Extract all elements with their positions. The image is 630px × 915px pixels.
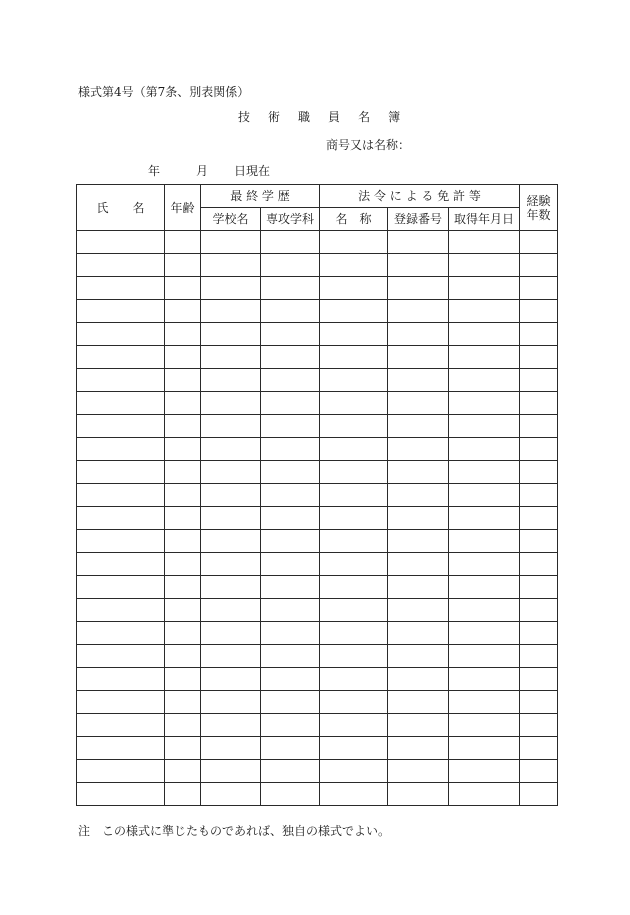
table-row (77, 783, 558, 806)
table-row (77, 645, 558, 668)
document-title (238, 108, 418, 125)
table-cell[interactable] (165, 737, 201, 760)
table-cell[interactable] (77, 622, 165, 645)
header-major: 専攻学科 (261, 208, 320, 231)
table-cell[interactable] (449, 231, 520, 254)
table-cell[interactable] (388, 231, 449, 254)
table-cell[interactable] (165, 277, 201, 300)
table-cell[interactable] (201, 645, 261, 668)
table-cell[interactable] (388, 369, 449, 392)
table-cell[interactable] (165, 760, 201, 783)
table-cell[interactable] (165, 438, 201, 461)
table-cell[interactable] (520, 645, 558, 668)
table-cell[interactable] (165, 576, 201, 599)
table-row (77, 254, 558, 277)
table-row (77, 507, 558, 530)
table-cell[interactable] (520, 300, 558, 323)
table-cell[interactable] (449, 760, 520, 783)
table-cell[interactable] (449, 783, 520, 806)
table-row (77, 714, 558, 737)
table-row (77, 599, 558, 622)
table-cell[interactable] (261, 369, 320, 392)
table-cell[interactable] (261, 231, 320, 254)
table-row (77, 369, 558, 392)
table-cell[interactable] (449, 438, 520, 461)
table-cell[interactable] (449, 277, 520, 300)
table-cell[interactable] (77, 484, 165, 507)
table-cell[interactable] (320, 392, 388, 415)
table-cell[interactable] (201, 392, 261, 415)
table-cell[interactable] (201, 461, 261, 484)
table-cell[interactable] (165, 622, 201, 645)
table-row (77, 668, 558, 691)
table-cell[interactable] (320, 461, 388, 484)
table-cell[interactable] (165, 645, 201, 668)
table-cell[interactable] (77, 369, 165, 392)
table-cell[interactable] (165, 323, 201, 346)
table-cell[interactable] (320, 622, 388, 645)
table-cell[interactable] (77, 645, 165, 668)
table-cell[interactable] (261, 254, 320, 277)
table-cell[interactable] (388, 484, 449, 507)
year-label: 年 (148, 164, 161, 178)
table-cell[interactable] (77, 576, 165, 599)
table-cell[interactable] (520, 553, 558, 576)
table-cell[interactable] (77, 783, 165, 806)
table-cell[interactable] (520, 691, 558, 714)
table-cell[interactable] (388, 737, 449, 760)
table-cell[interactable] (77, 760, 165, 783)
table-cell[interactable] (520, 783, 558, 806)
table-cell[interactable] (77, 530, 165, 553)
table-cell[interactable] (261, 645, 320, 668)
table-cell[interactable] (320, 691, 388, 714)
header-license-name: 名 称 (320, 208, 388, 231)
table-cell[interactable] (261, 714, 320, 737)
table-cell[interactable] (261, 438, 320, 461)
table-cell[interactable] (388, 576, 449, 599)
table-cell[interactable] (320, 553, 388, 576)
table-cell[interactable] (449, 392, 520, 415)
technical-staff-register-table (76, 184, 558, 806)
table-cell[interactable] (261, 507, 320, 530)
table-cell[interactable] (320, 323, 388, 346)
table-cell[interactable] (449, 484, 520, 507)
table-cell[interactable] (201, 783, 261, 806)
table-cell[interactable] (388, 323, 449, 346)
table-cell[interactable] (449, 530, 520, 553)
table-cell[interactable] (388, 645, 449, 668)
table-row (77, 346, 558, 369)
table-cell[interactable] (77, 300, 165, 323)
table-cell[interactable] (261, 668, 320, 691)
table-cell[interactable] (261, 300, 320, 323)
table-cell[interactable] (320, 300, 388, 323)
table-cell[interactable] (520, 461, 558, 484)
header-final-education: 最 終 学 歴 (201, 185, 320, 208)
title-char: 術 (268, 110, 281, 124)
table-cell[interactable] (449, 346, 520, 369)
table-cell[interactable] (449, 645, 520, 668)
table-row (77, 277, 558, 300)
table-row (77, 392, 558, 415)
table-row (77, 576, 558, 599)
table-cell[interactable] (261, 277, 320, 300)
table-cell[interactable] (77, 231, 165, 254)
table-cell[interactable] (201, 300, 261, 323)
table-cell[interactable] (449, 553, 520, 576)
table-cell[interactable] (77, 323, 165, 346)
table-cell[interactable] (165, 507, 201, 530)
table-cell[interactable] (449, 507, 520, 530)
header-years-experience (520, 185, 558, 231)
table-cell[interactable] (165, 254, 201, 277)
table-cell[interactable] (320, 599, 388, 622)
table-cell[interactable] (449, 576, 520, 599)
table-cell[interactable] (261, 346, 320, 369)
table-row (77, 691, 558, 714)
header-name: 氏 名 (77, 185, 165, 231)
table-cell[interactable] (201, 507, 261, 530)
table-cell[interactable] (520, 392, 558, 415)
title-char: 技 (238, 110, 251, 124)
table-cell[interactable] (165, 415, 201, 438)
table-cell[interactable] (520, 484, 558, 507)
table-cell[interactable] (201, 553, 261, 576)
table-cell[interactable] (449, 668, 520, 691)
table-cell[interactable] (320, 231, 388, 254)
table-cell[interactable] (320, 369, 388, 392)
table-cell[interactable] (520, 576, 558, 599)
table-cell[interactable] (320, 714, 388, 737)
table-cell[interactable] (320, 737, 388, 760)
table-cell[interactable] (165, 461, 201, 484)
table-cell[interactable] (77, 507, 165, 530)
table-cell[interactable] (165, 668, 201, 691)
table-cell[interactable] (261, 783, 320, 806)
table-cell[interactable] (320, 530, 388, 553)
table-cell[interactable] (520, 760, 558, 783)
table-row (77, 737, 558, 760)
table-cell[interactable] (201, 760, 261, 783)
table-cell[interactable] (449, 714, 520, 737)
table-cell[interactable] (449, 369, 520, 392)
table-cell[interactable] (320, 438, 388, 461)
table-row (77, 622, 558, 645)
table-cell[interactable] (77, 691, 165, 714)
table-cell[interactable] (449, 622, 520, 645)
table-cell[interactable] (261, 553, 320, 576)
table-row (77, 415, 558, 438)
table-row (77, 300, 558, 323)
table-cell[interactable] (520, 369, 558, 392)
table-cell[interactable] (201, 668, 261, 691)
table-cell[interactable] (388, 461, 449, 484)
header-acquired-date: 取得年月日 (449, 208, 520, 231)
table-cell[interactable] (261, 691, 320, 714)
table-cell[interactable] (201, 714, 261, 737)
table-cell[interactable] (388, 783, 449, 806)
table-cell[interactable] (201, 369, 261, 392)
title-char: 名 (358, 110, 371, 124)
table-cell[interactable] (449, 737, 520, 760)
header-age: 年齢 (165, 185, 201, 231)
table-cell[interactable] (320, 783, 388, 806)
table-cell[interactable] (201, 530, 261, 553)
register-rows (77, 231, 558, 806)
table-cell[interactable] (388, 760, 449, 783)
table-cell[interactable] (320, 484, 388, 507)
table-cell[interactable] (388, 392, 449, 415)
table-cell[interactable] (520, 346, 558, 369)
table-cell[interactable] (261, 622, 320, 645)
table-cell[interactable] (201, 737, 261, 760)
table-cell[interactable] (388, 530, 449, 553)
table-row (77, 438, 558, 461)
table-cell[interactable] (201, 415, 261, 438)
table-cell[interactable] (388, 553, 449, 576)
table-cell[interactable] (320, 576, 388, 599)
table-cell[interactable] (520, 415, 558, 438)
table-cell[interactable] (165, 553, 201, 576)
table-cell[interactable] (261, 530, 320, 553)
header-experience-line1: 経験 (526, 193, 551, 208)
table-cell[interactable] (320, 645, 388, 668)
table-cell[interactable] (520, 231, 558, 254)
table-cell[interactable] (201, 323, 261, 346)
table-cell[interactable] (520, 599, 558, 622)
table-cell[interactable] (77, 668, 165, 691)
table-cell[interactable] (165, 231, 201, 254)
title-char: 員 (328, 110, 341, 124)
table-cell[interactable] (520, 438, 558, 461)
table-cell[interactable] (320, 668, 388, 691)
table-cell[interactable] (201, 277, 261, 300)
table-cell[interactable] (388, 622, 449, 645)
table-cell[interactable] (261, 415, 320, 438)
table-cell[interactable] (449, 415, 520, 438)
table-cell[interactable] (77, 714, 165, 737)
table-cell[interactable] (388, 668, 449, 691)
table-cell[interactable] (165, 783, 201, 806)
table-cell[interactable] (388, 254, 449, 277)
table-cell[interactable] (520, 507, 558, 530)
table-cell[interactable] (201, 576, 261, 599)
company-name-label: 商号又は名称： (326, 138, 411, 152)
title-char: 職 (298, 110, 311, 124)
table-cell[interactable] (77, 346, 165, 369)
table-cell[interactable] (201, 484, 261, 507)
table-cell[interactable] (449, 461, 520, 484)
table-cell[interactable] (520, 737, 558, 760)
footnote: 注 この様式に準じたものであれば、独自の様式でよい。 (78, 824, 391, 838)
table-cell[interactable] (261, 323, 320, 346)
table-cell[interactable] (77, 415, 165, 438)
table-cell[interactable] (165, 346, 201, 369)
table-cell[interactable] (165, 392, 201, 415)
table-row (77, 461, 558, 484)
table-cell[interactable] (261, 737, 320, 760)
table-cell[interactable] (320, 507, 388, 530)
table-cell[interactable] (449, 323, 520, 346)
header-school-name: 学校名 (201, 208, 261, 231)
table-cell[interactable] (520, 622, 558, 645)
table-cell[interactable] (388, 300, 449, 323)
table-row (77, 530, 558, 553)
table-row (77, 484, 558, 507)
table-cell[interactable] (77, 392, 165, 415)
form-number: 様式第4号（第7条、別表関係） (78, 85, 250, 99)
table-cell[interactable] (77, 438, 165, 461)
table-cell[interactable] (449, 300, 520, 323)
table-cell[interactable] (520, 714, 558, 737)
day-present-label: 日現在 (234, 164, 271, 178)
table-cell[interactable] (388, 277, 449, 300)
table-cell[interactable] (449, 599, 520, 622)
table-cell[interactable] (320, 760, 388, 783)
table-cell[interactable] (520, 323, 558, 346)
table-row (77, 323, 558, 346)
table-cell[interactable] (320, 346, 388, 369)
table-cell[interactable] (261, 576, 320, 599)
table-cell[interactable] (201, 346, 261, 369)
table-cell[interactable] (261, 599, 320, 622)
table-cell[interactable] (201, 254, 261, 277)
table-cell[interactable] (388, 507, 449, 530)
table-cell[interactable] (77, 737, 165, 760)
table-row (77, 553, 558, 576)
header-licenses: 法 令 に よ る 免 許 等 (320, 185, 520, 208)
table-cell[interactable] (388, 346, 449, 369)
table-cell[interactable] (520, 254, 558, 277)
table-row (77, 760, 558, 783)
table-cell[interactable] (165, 369, 201, 392)
table-cell[interactable] (388, 415, 449, 438)
table-cell[interactable] (261, 392, 320, 415)
table-cell[interactable] (449, 691, 520, 714)
table-cell[interactable] (165, 599, 201, 622)
table-cell[interactable] (165, 300, 201, 323)
table-cell[interactable] (77, 461, 165, 484)
table-cell[interactable] (201, 231, 261, 254)
table-cell[interactable] (261, 760, 320, 783)
table-cell[interactable] (261, 484, 320, 507)
table-cell[interactable] (520, 277, 558, 300)
table-cell[interactable] (320, 277, 388, 300)
table-cell[interactable] (165, 691, 201, 714)
table-cell[interactable] (320, 415, 388, 438)
table-cell[interactable] (201, 438, 261, 461)
header-registration-number: 登録番号 (388, 208, 449, 231)
table-cell[interactable] (165, 530, 201, 553)
title-char: 簿 (388, 110, 401, 124)
table-cell[interactable] (201, 691, 261, 714)
month-label: 月 (196, 164, 209, 178)
table-cell[interactable] (520, 668, 558, 691)
table-cell[interactable] (388, 599, 449, 622)
table-cell[interactable] (320, 254, 388, 277)
table-cell[interactable] (77, 254, 165, 277)
table-cell[interactable] (165, 714, 201, 737)
table-row (77, 231, 558, 254)
table-cell[interactable] (77, 277, 165, 300)
table-cell[interactable] (520, 530, 558, 553)
table-cell[interactable] (388, 438, 449, 461)
table-cell[interactable] (261, 461, 320, 484)
table-cell[interactable] (201, 599, 261, 622)
table-cell[interactable] (388, 714, 449, 737)
table-cell[interactable] (77, 553, 165, 576)
header-experience-line2: 年数 (526, 207, 551, 222)
table-cell[interactable] (77, 599, 165, 622)
table-cell[interactable] (449, 254, 520, 277)
as-of-date-line (148, 162, 270, 179)
table-cell[interactable] (388, 691, 449, 714)
table-cell[interactable] (201, 622, 261, 645)
table-cell[interactable] (165, 484, 201, 507)
